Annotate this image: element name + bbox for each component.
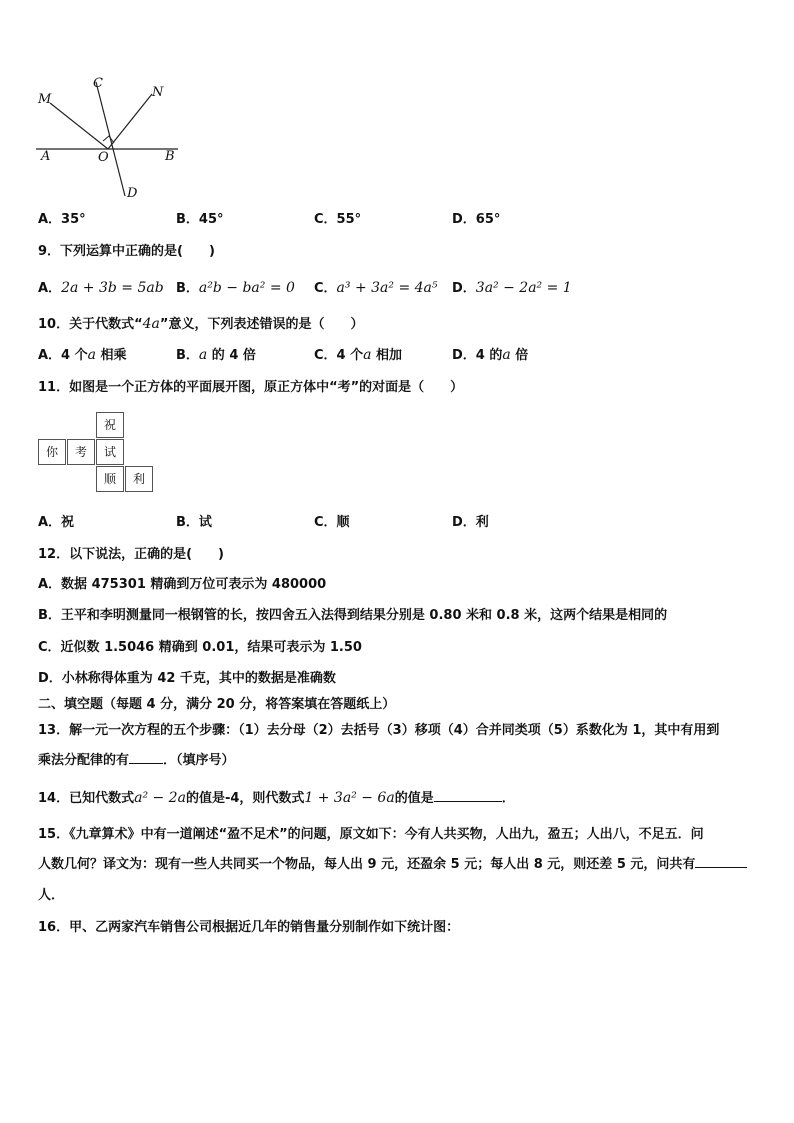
q15-line3: 人． bbox=[38, 888, 65, 903]
q9-option-d bbox=[452, 277, 572, 296]
line-cd bbox=[96, 82, 125, 196]
right-angle-mark bbox=[103, 136, 114, 143]
q11-option-b: B．试 bbox=[176, 515, 212, 530]
q10-stem-pre: 10．关于代数式“ bbox=[38, 317, 143, 332]
q9-option-c-letter: C． bbox=[314, 281, 337, 296]
q11-option-c: C．顺 bbox=[314, 515, 350, 530]
q8-option-b: B．45° bbox=[176, 212, 224, 227]
net-cell-ni: 你 bbox=[38, 439, 66, 465]
q11-option-d: D．利 bbox=[452, 515, 489, 530]
q10-option-d-post: 倍 bbox=[510, 348, 529, 363]
net-cell-shi: 试 bbox=[96, 439, 124, 465]
net-cell-zhu: 祝 bbox=[96, 412, 124, 438]
q10-stem-post: ”意义，下列表述错误的是（ ） bbox=[159, 317, 364, 332]
q11-stem: 11．如图是一个正方体的平面展开图，原正方体中“考”的对面是（ ） bbox=[38, 380, 464, 395]
q15-line2-text: 人数几何？译文为：现有一些人共同买一个物品，每人出 9 元，还盈余 5 元；每人出 8 元，则还差 5 元，问共有 bbox=[38, 857, 696, 872]
q9-option-b-expr: a²b − ba² = 0 bbox=[198, 280, 295, 296]
q9-option-d-letter: D． bbox=[452, 281, 476, 296]
q14-expr1: a² − 2a bbox=[134, 790, 186, 806]
q9-option-a-expr: 2a + 3b = 5ab bbox=[61, 280, 164, 296]
q10-option-d bbox=[452, 344, 528, 363]
q12-option-b: B．王平和李明测量同一根钢管的长，按四舍五入法得到结果分别是 0.80 米和 0.8 米，这两个结果是相同的 bbox=[38, 608, 668, 623]
label-c: C bbox=[93, 76, 103, 91]
q14-mid: 的值是-4，则代数式 bbox=[185, 791, 305, 806]
label-o: O bbox=[98, 150, 109, 165]
q10-option-c-post: 相加 bbox=[371, 348, 403, 363]
q10-option-d-var: a bbox=[502, 347, 511, 363]
net-cell-kao: 考 bbox=[67, 439, 95, 465]
q14-expr2: 1 + 3a² − 6a bbox=[304, 790, 395, 806]
label-d: D bbox=[127, 186, 138, 201]
label-b: B bbox=[165, 149, 175, 164]
net-cell-shun: 顺 bbox=[96, 466, 124, 492]
q9-option-a-letter: A． bbox=[38, 281, 62, 296]
q16-stem: 16．甲、乙两家汽车销售公司根据近几年的销售量分别制作如下统计图： bbox=[38, 920, 460, 935]
q10-stem bbox=[38, 313, 363, 332]
cube-net bbox=[38, 412, 154, 494]
q9-stem: 9．下列运算中正确的是( ) bbox=[38, 244, 215, 259]
q15-line2 bbox=[38, 853, 747, 872]
q8-option-d: D．65° bbox=[452, 212, 501, 227]
q9-option-a bbox=[38, 277, 164, 296]
q14-line bbox=[38, 787, 515, 806]
q13-line2-pre: 乘法分配律的有 bbox=[38, 753, 130, 768]
q9-option-c-expr: a³ + 3a² = 4a⁵ bbox=[336, 280, 438, 296]
q10-option-a bbox=[38, 344, 127, 363]
q9-option-d-expr: 3a² − 2a² = 1 bbox=[475, 280, 572, 296]
label-m: M bbox=[38, 92, 52, 107]
q9-option-b-letter: B． bbox=[176, 281, 199, 296]
q12-option-d: D．小林称得体重为 42 千克，其中的数据是准确数 bbox=[38, 671, 336, 686]
q10-option-c-pre: C．4 个 bbox=[314, 348, 364, 363]
q13-line1: 13．解一元一次方程的五个步骤：（1）去分母（2）去括号（3）移项（4）合并同类项（5）系数化为 1，其中有用到 bbox=[38, 723, 720, 738]
q10-option-b bbox=[176, 344, 256, 363]
net-cell-li: 利 bbox=[125, 466, 153, 492]
q10-option-b-var: a bbox=[198, 347, 208, 363]
q14-end: ． bbox=[501, 791, 515, 806]
q8-option-a: A．35° bbox=[38, 212, 86, 227]
section-heading: 二、填空题（每题 4 分，满分 20 分，将答案填在答题纸上） bbox=[38, 697, 396, 712]
q10-stem-math: 4a bbox=[142, 316, 160, 332]
q10-option-a-var: a bbox=[87, 347, 96, 363]
q10-option-a-post: 相乘 bbox=[96, 348, 127, 363]
q10-option-a-pre: A．4 个 bbox=[38, 348, 88, 363]
q13-answer-blank[interactable] bbox=[129, 751, 163, 764]
q9-option-b bbox=[176, 277, 295, 296]
q14-post: 的值是 bbox=[394, 791, 434, 806]
q10-option-b-post: 的 4 倍 bbox=[207, 348, 256, 363]
q10-option-c-var: a bbox=[363, 347, 372, 363]
q14-pre: 14．已知代数式 bbox=[38, 791, 135, 806]
q10-option-d-pre: D．4 的 bbox=[452, 348, 503, 363]
ray-on bbox=[108, 94, 152, 149]
q10-option-b-pre: B． bbox=[176, 348, 199, 363]
q12-option-a: A．数据 475301 精确到万位可表示为 480000 bbox=[38, 577, 327, 592]
q12-option-c: C．近似数 1.5046 精确到 0.01，结果可表示为 1.50 bbox=[38, 640, 362, 655]
q14-answer-blank[interactable] bbox=[434, 789, 502, 802]
q8-option-c: C．55° bbox=[314, 212, 362, 227]
angle-figure bbox=[30, 70, 190, 205]
q13-line2 bbox=[38, 749, 235, 768]
ray-om bbox=[50, 103, 108, 149]
q11-option-a: A．祝 bbox=[38, 515, 75, 530]
q9-option-c bbox=[314, 277, 438, 296]
label-a: A bbox=[41, 149, 51, 164]
q15-line1: 15．《九章算术》中有一道阐述“盈不足术”的问题，原文如下：今有人共买物，人出九，盈五；人出八，不足五．问 bbox=[38, 827, 704, 842]
q15-answer-blank[interactable] bbox=[695, 855, 747, 868]
label-n: N bbox=[152, 85, 164, 100]
q10-option-c bbox=[314, 344, 402, 363]
q12-stem: 12．以下说法，正确的是( ) bbox=[38, 547, 224, 562]
q13-line2-post: ．（填序号） bbox=[163, 753, 235, 768]
